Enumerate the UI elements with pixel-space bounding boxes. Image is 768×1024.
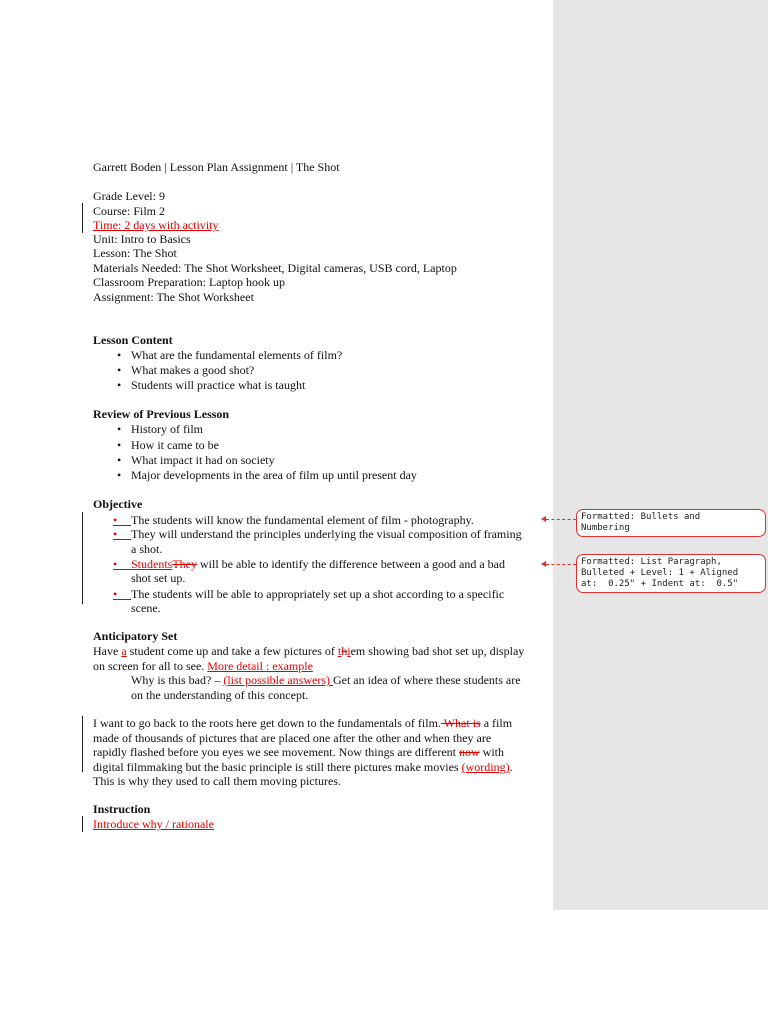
- text: with: [479, 745, 505, 759]
- text: digital filmmaking but the basic principle is still there pictures make movies: [93, 760, 462, 774]
- objective-item: The students will know the fundamental element of film - photography.: [131, 513, 474, 527]
- inserted-text: More detail : example: [207, 659, 313, 673]
- anticipatory-line: [131, 673, 521, 687]
- bullet-revision: •: [113, 557, 131, 570]
- paragraph-line: [93, 745, 504, 759]
- list-item: What are the fundamental elements of film?: [131, 348, 343, 362]
- inserted-text: (wording): [461, 760, 510, 774]
- bullet: •: [117, 438, 122, 452]
- paragraph-line: [93, 716, 512, 730]
- inserted-text: a: [121, 644, 127, 658]
- anticipatory-line: [93, 644, 524, 658]
- change-bar: [82, 512, 83, 604]
- inserted-text: (list possible answers): [223, 673, 333, 687]
- objective-heading: Objective: [93, 497, 143, 511]
- list-item: How it came to be: [131, 438, 219, 452]
- objective-item-cont: scene.: [131, 601, 161, 615]
- time-revision: Time: 2 days with activity: [93, 218, 219, 232]
- instruction-line: Introduce why / rationale: [93, 817, 214, 831]
- text: a film: [480, 716, 513, 730]
- bullet: •: [117, 363, 122, 377]
- text: on screen for all to see.: [93, 659, 208, 673]
- bullet-revision: •: [113, 513, 131, 526]
- paragraph-line: This is why they used to call them moving pictures.: [93, 774, 341, 788]
- text: rapidly flashed before you eyes we see movement. Now things are different: [93, 745, 459, 759]
- bullet: •: [117, 453, 122, 467]
- text: I want to go back to the roots here get down to the fundamentals of film.: [93, 716, 441, 730]
- comment-margin-pane: [553, 0, 768, 910]
- grade-level: Grade Level: 9: [93, 189, 165, 203]
- text: Have: [93, 644, 122, 658]
- list-item: What makes a good shot?: [131, 363, 255, 377]
- list-item: What impact it had on society: [131, 453, 275, 467]
- text: .: [509, 760, 513, 774]
- inserted-text: i: [347, 644, 351, 658]
- paragraph-line: [93, 760, 513, 774]
- anticipatory-line: [93, 659, 313, 673]
- bullet: •: [117, 468, 122, 482]
- bullet: •: [117, 422, 122, 436]
- bullet: •: [117, 348, 122, 362]
- text: will be able to identify the difference between a good and a bad: [197, 557, 505, 571]
- review-heading: Review of Previous Lesson: [93, 407, 230, 421]
- objective-item: The students will be able to appropriately set up a shot according to a specific: [131, 587, 505, 601]
- materials-needed: Materials Needed: The Shot Worksheet, Digital cameras, USB cord, Laptop: [93, 261, 457, 275]
- deleted-text: h: [341, 644, 348, 658]
- text: student come up and take a few pictures of: [126, 644, 338, 658]
- bullet-revision: •: [113, 527, 131, 540]
- unit: Unit: Intro to Basics: [93, 232, 191, 246]
- list-item: Students will practice what is taught: [131, 378, 306, 392]
- objective-item: They will understand the principles underlying the visual composition of framing: [131, 527, 522, 541]
- text: em showing bad shot set up, display: [350, 644, 525, 658]
- inserted-text: Students: [131, 557, 173, 571]
- text: Get an idea of where these students are: [332, 673, 521, 687]
- text: Why is this bad? –: [131, 673, 224, 687]
- objective-item-cont: a shot.: [131, 542, 163, 556]
- instruction-heading: Instruction: [93, 802, 151, 816]
- deleted-text: What is: [440, 716, 481, 730]
- objective-item-cont: shot set up.: [131, 571, 186, 585]
- document-header: Garrett Boden | Lesson Plan Assignment | The Shot: [93, 160, 340, 174]
- deleted-text: now: [459, 745, 480, 759]
- bullet: •: [117, 378, 122, 392]
- change-bar: [82, 816, 83, 832]
- classroom-preparation: Classroom Preparation: Laptop hook up: [93, 275, 285, 289]
- anticipatory-heading: Anticipatory Set: [93, 629, 178, 643]
- list-item: Major developments in the area of film up until present day: [131, 468, 417, 482]
- comment-connector: [546, 564, 576, 565]
- bullet-revision: •: [113, 587, 131, 600]
- change-bar: [82, 716, 83, 772]
- anticipatory-line: on the understanding of this concept.: [131, 688, 309, 702]
- comment-balloon-formatting[interactable]: Formatted: List Paragraph, Bulleted + Level: 1 + Aligned at: 0.25" + Indent at: 0.5": [576, 554, 766, 593]
- lesson: Lesson: The Shot: [93, 246, 177, 260]
- margin-pane-bottom: [553, 910, 768, 1024]
- inserted-text: t: [337, 644, 342, 658]
- paragraph-line: made of thousands of pictures that are placed one after the other and when they are: [93, 731, 492, 745]
- change-bar: [82, 203, 83, 233]
- deleted-text: They: [172, 557, 197, 571]
- lesson-content-heading: Lesson Content: [93, 333, 173, 347]
- course: Course: Film 2: [93, 204, 166, 218]
- assignment: Assignment: The Shot Worksheet: [93, 290, 254, 304]
- comment-connector: [546, 519, 576, 520]
- objective-item: [131, 557, 505, 571]
- comment-balloon-formatting[interactable]: Formatted: Bullets and Numbering: [576, 509, 766, 537]
- list-item: History of film: [131, 422, 203, 436]
